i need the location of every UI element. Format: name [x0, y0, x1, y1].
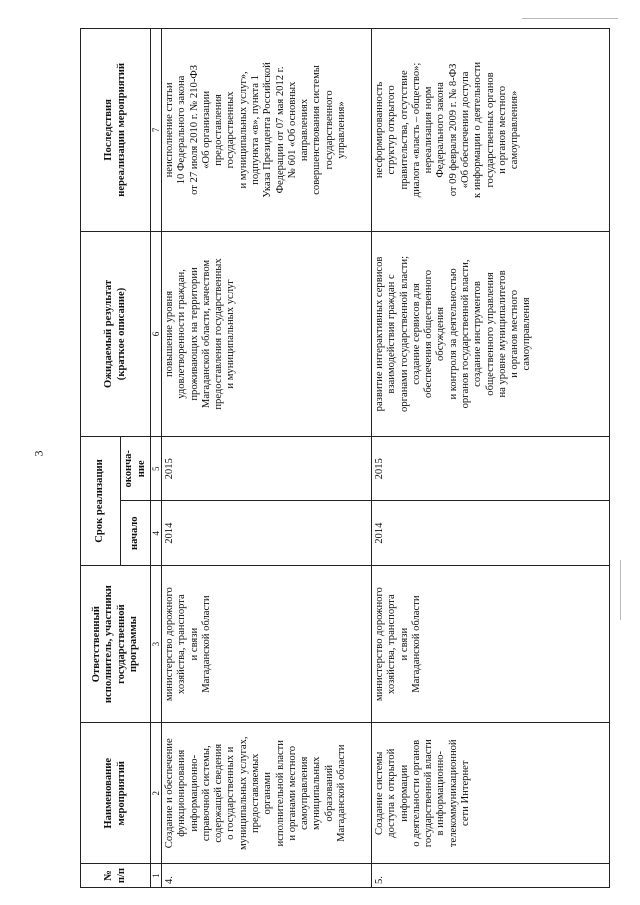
header-row-1 — [81, 29, 121, 888]
expected-result: повышение уровня удовлетворенности граждан, проживающих на территории Магаданской области, качеством предоставления государственных и муниципальных услуг — [162, 231, 372, 436]
column-number: 4 — [151, 501, 162, 565]
table-row — [162, 29, 372, 888]
consequences: несформированность структур открытого правительства, отсутствие диалога «власть – общество»; нереализация норм Федерального закона от 09 февраля 2009 г. № 8-ФЗ «Об обеспечении доступа к информации о деятельности государственных органов и органов местного самоуправления» — [372, 29, 610, 232]
end-year: 2015 — [372, 437, 610, 501]
scan-artifact-right — [620, 560, 621, 620]
table-row — [372, 29, 610, 888]
executor: министерство дорожного хозяйства, транспорта и связи Магаданской области — [162, 565, 372, 722]
header-name: Наименование мероприятий — [81, 723, 151, 864]
rotated-table-container — [80, 28, 610, 888]
end-year: 2015 — [162, 437, 372, 501]
header-result: Ожидаемый результат (краткое описание) — [81, 231, 151, 436]
header-executor: Ответственный исполнитель, участники государственной программы — [81, 565, 151, 722]
measure-name: Создание системы доступа к открытой информации о деятельности органов государственной власти в информационно- телекоммуникационной сети Интернет — [372, 723, 610, 864]
executor: министерство дорожного хозяйства, транспорта и связи Магаданской области — [372, 565, 610, 722]
header-num: № п/п — [81, 864, 151, 888]
header-start: начало — [121, 501, 151, 565]
row-number: 4. — [162, 864, 372, 888]
column-number: 7 — [151, 29, 162, 232]
start-year: 2014 — [372, 501, 610, 565]
measures-table — [80, 28, 610, 888]
header-consequences: Последствия нереализации мероприятий — [81, 29, 151, 232]
header-term: Срок реализации — [81, 437, 121, 566]
header-end: оконча- ние — [121, 437, 151, 501]
column-number: 6 — [151, 231, 162, 436]
column-number: 2 — [151, 723, 162, 864]
consequences: неисполнение статьи 10 Федерального закона от 27 июля 2010 г. № 210-ФЗ «Об организации предоставления государственных и муниципальных услуг», подпункта «в», пункта 1 Указа Президента Российской Федерации от 07 мая 2012 г. № 601 «Об основных направлениях совершенствования системы государственного управления» — [162, 29, 372, 232]
page-number: 3 — [31, 450, 46, 457]
column-number: 3 — [151, 565, 162, 722]
column-number: 1 — [151, 864, 162, 888]
row-number: 5. — [372, 864, 610, 888]
start-year: 2014 — [162, 501, 372, 565]
measure-name: Создание и обеспечение функционирования информационно- справочной системы, содержащей сведения о государственных и муниципальных услугах, предоставляемых органами исполнительной власти и органами местного самоуправления муниципальных образований Магаданской области — [162, 723, 372, 864]
scan-artifact-top — [522, 18, 618, 19]
column-number: 5 — [151, 437, 162, 501]
column-number-row — [151, 29, 162, 888]
expected-result: развитие интерактивных сервисов взаимодействия граждан с органами государственной власти; создание сервисов для обеспечения общественного обсуждения и контроля за деятельностью органов государственной власти, создание инструментов общественного управления на уровне муниципалитетов и органов местного самоуправления — [372, 231, 610, 436]
